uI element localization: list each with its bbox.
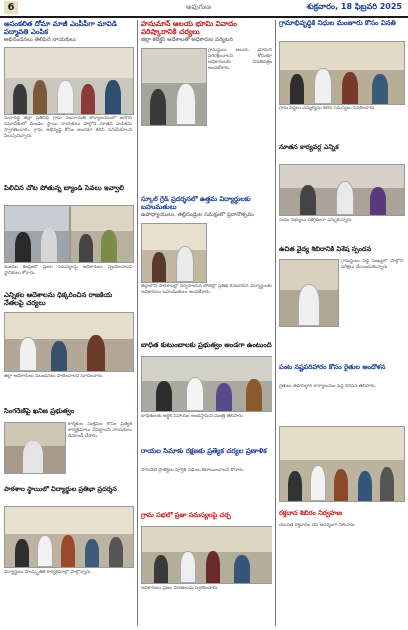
article-8	[141, 342, 272, 442]
article-body: మండల కేంద్రంలో ప్రజల సమస్యలపై అధికారులు స్పందించాలని స్థానికులు కోరారు.	[4, 265, 132, 277]
article-headline: గ్రామ సభలో ప్రజా సమస్యలపై చర్చ	[141, 512, 231, 519]
article-headline: పంట నష్టపరిహారం కోసం రైతుల ఆందోళన	[279, 364, 386, 371]
article-body: బాధితులకు ఆర్థిక సహాయం అందిస్తామని మంత్రి తెలిపారు.	[141, 414, 245, 419]
issue-date: శుక్రవారం, 18 ఫిబ్రవరి 2025	[306, 2, 402, 11]
article-9	[141, 448, 272, 506]
article-body: గ్రామ పెద్దలు ఎమ్మెల్యేను కలిసి సమస్యలు వివరించారు.	[279, 106, 376, 111]
article-10	[141, 512, 272, 626]
article-photo	[279, 426, 405, 502]
article-photo	[4, 47, 134, 115]
article-7	[141, 196, 272, 336]
article-13	[279, 246, 405, 358]
article-headline: అసంకలిత దోమా మాజీ ఎంపీపీగా మావిడి పద్మావతి ఎంపిక	[4, 20, 117, 37]
article-headline: ఎన్నికల ఆదేశాలను ధిక్కరించిన రాజకీయ నేతలపై చర్యలు	[4, 292, 113, 307]
article-body: గ్రామస్థులు ఆలయ భూమిని పరిరక్షించాలని కోరుతూ అధికారులకు వినతిపత్రం అందజేశారు.	[208, 48, 272, 72]
article-subhead: ఉపాధ్యాయులు, తల్లిదండ్రుల సమక్షంలో ప్రదానోత్సవం	[141, 212, 254, 218]
article-body: సాగునీటి ప్రాజెక్టుల పూర్తికి నిధులు కేటాయించాలని కోరారు.	[141, 468, 245, 473]
article-body: జిల్లాలోని పాఠశాలల్లో నిర్వహించిన పోటీల్లో ప్రతిభ కనబరిచిన విద్యార్థులకు అధికారులు బహుమతులు అందజేశారు.	[141, 284, 272, 296]
article-headline: రక్తదాన శిబిరం నిర్వహణ	[279, 510, 343, 517]
article-photo	[141, 526, 272, 584]
article-body: సంఘ సభ్యులు ఏకగ్రీవంగా ఎన్నుకున్నారు.	[279, 218, 353, 223]
article-photo	[141, 223, 207, 283]
article-photo	[279, 259, 339, 327]
article-headline: పిలిచిన చోట పోతున్న బ్యాండ్ సేవలు ఇవ్వాలి	[4, 185, 124, 192]
article-body: యువత రక్తదానం చేసి ఆదర్శంగా నిలిచారు.	[279, 523, 357, 528]
article-photo	[4, 506, 134, 568]
page-header	[0, 0, 408, 18]
article-15	[279, 510, 405, 626]
article-body: జిల్లా అధికారులు నిబంధనలు పాటించాలని సూచించారు.	[4, 374, 104, 379]
article-body: విద్యార్థులు సాంస్కృతిక కార్యక్రమాల్లో పాల్గొన్నారు.	[4, 570, 92, 575]
article-photo	[4, 422, 66, 474]
article-headline: సింగరేణిపై ఖనిజ ప్రభుత్వం	[4, 408, 75, 415]
article-body: రైతులు తహసీల్దార్ కార్యాలయం వద్ద నిరసన తెలిపారు.	[279, 384, 377, 389]
article-11	[279, 20, 405, 138]
article-5	[4, 486, 134, 626]
article-headline: గ్రామాభివృద్ధికి నిధుల మంజూరు కోసం వినతి	[279, 20, 396, 27]
article-2	[4, 185, 134, 285]
article-6	[141, 20, 272, 190]
article-3	[4, 292, 134, 402]
article-headline: నూతన కార్యవర్గ ఎన్నిక	[279, 144, 339, 151]
article-body: సంగారెడ్డి జిల్లా ప్రతినిధి గ్రామ పంచాయతీ కార్యాలయంలో జరిగిన సమావేశంలో మండల స్థాయి నాయకులు పాల్గొని నూతన ఎంపికను స్వాగతించారు. గ్రామ అభివృద్ధి కోసం అందరూ కలిసి పనిచేయాలని పిలుపునిచ్చారు.	[4, 116, 132, 140]
article-headline: స్కూల్ గ్రేడ్ ప్రదర్శనలో ఉత్తమ విద్యార్థులకు బహుమతులు	[141, 196, 251, 211]
article-photo	[4, 312, 134, 372]
article-photo	[70, 205, 134, 263]
article-1	[4, 20, 134, 180]
article-body: కార్మికుల సంక్షేమం కోసం ప్రత్యేక కార్యక్రమాలు చేపట్టాలని నాయకులు డిమాండ్ చేశారు.	[68, 422, 132, 440]
article-photo	[141, 356, 272, 412]
article-subhead: అభినందనలు తెలిపిన నాయకులు	[4, 37, 76, 43]
article-headline: ఉచిత వైద్య శిబిరానికి విశేష స్పందన	[279, 246, 372, 253]
article-subhead: జిల్లా కలెక్టర్ ఆదేశాలతో అధికారుల పర్యటన	[141, 37, 233, 43]
article-photo	[279, 41, 405, 105]
article-4	[4, 408, 134, 480]
article-photo	[279, 164, 405, 216]
article-headline: రాయల సీమాకు రక్షణకు ప్రత్యేక చర్యల ప్రణాళిక	[141, 448, 267, 455]
article-photo	[4, 205, 70, 263]
article-body: అధికారులు ప్రజల వినతులను స్వీకరించారు.	[141, 586, 219, 591]
article-photo	[141, 48, 207, 126]
article-headline: హనుమాన్ ఆలయ భూమి వివాదం పరిష్కారానికి చర్యలు	[141, 20, 237, 37]
article-14	[279, 364, 405, 504]
article-body: గ్రామస్థులు పెద్ద సంఖ్యలో పాల్గొని పరీక్షలు చేయించుకున్నారు.	[341, 259, 403, 271]
article-12	[279, 144, 405, 240]
article-headline: బాధిత కుటుంబాలకు ప్రభుత్వం అండగా ఉంటుంది	[141, 342, 272, 349]
page-number: 6	[4, 1, 18, 14]
article-headline: పాఠశాల స్థాయిలో విద్యార్థుల ప్రతిభా ప్రదర్శన	[4, 486, 117, 493]
masthead: అవుగుణ	[186, 3, 211, 11]
